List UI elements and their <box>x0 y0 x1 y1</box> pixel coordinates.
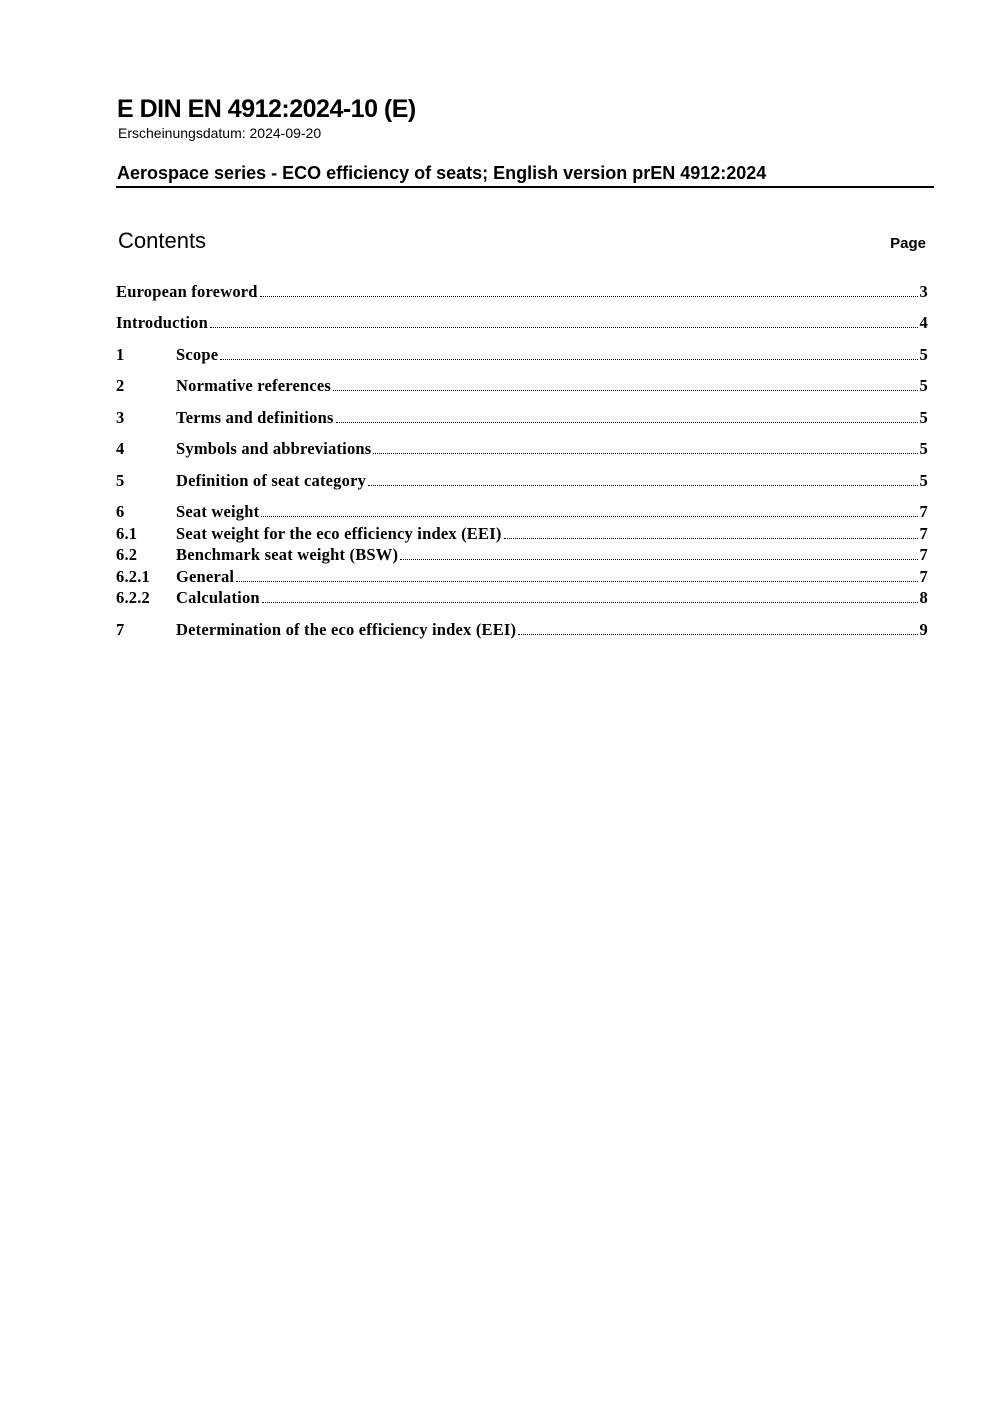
contents-heading: Contents <box>118 228 207 253</box>
toc-entry-page: 7 <box>919 545 928 564</box>
page-column-label: Page <box>890 235 926 252</box>
toc-entry[interactable] <box>116 567 928 587</box>
toc-entry-number: 6.2 <box>116 545 138 564</box>
document-id: E DIN EN 4912:2024-10 (E) <box>117 95 416 123</box>
toc-entry-page: 7 <box>919 502 928 521</box>
document-title: Aerospace series - ECO efficiency of seats; English version prEN 4912:2024 <box>117 163 767 183</box>
toc-leader-dots <box>261 516 917 517</box>
toc-entry-label: Definition of seat category <box>176 471 367 490</box>
toc-leader-dots <box>333 390 918 391</box>
toc-entry-label: Symbols and abbreviations <box>176 439 372 458</box>
toc-entry-label: Seat weight for the eco efficiency index (EEI) <box>176 524 502 543</box>
toc-entry-number: 7 <box>116 620 125 639</box>
toc-entry-page: 7 <box>919 524 928 543</box>
toc-entry-label: General <box>176 567 235 586</box>
toc-entry-label: Scope <box>176 345 219 364</box>
toc-leader-dots <box>210 327 918 328</box>
toc-entry-page: 5 <box>919 345 928 364</box>
toc-leader-dots <box>236 581 917 582</box>
toc-entry-number: 6.1 <box>116 524 138 543</box>
toc-entry[interactable] <box>116 524 928 544</box>
toc-entry[interactable] <box>116 345 928 365</box>
toc-entry-page: 9 <box>919 620 928 639</box>
toc-entry-page: 7 <box>919 567 928 586</box>
toc-entry[interactable] <box>116 620 928 640</box>
toc-entry-number: 5 <box>116 471 125 490</box>
toc-leader-dots <box>504 538 918 539</box>
toc-leader-dots <box>260 296 918 297</box>
toc-entry-number: 6 <box>116 502 125 521</box>
toc-leader-dots <box>400 559 917 560</box>
toc-entry[interactable] <box>116 408 928 428</box>
toc-entry[interactable] <box>116 471 928 491</box>
toc-entry-label: Terms and definitions <box>176 408 334 427</box>
toc-entry[interactable] <box>116 282 928 302</box>
toc-entry-label: Benchmark seat weight (BSW) <box>176 545 399 564</box>
toc-entry-page: 5 <box>919 471 928 490</box>
toc-leader-dots <box>262 602 918 603</box>
toc-entry[interactable] <box>116 588 928 608</box>
toc-entry-page: 5 <box>919 439 928 458</box>
toc-entry-number: 6.2.2 <box>116 588 150 607</box>
toc-entry[interactable] <box>116 545 928 565</box>
toc-entry-label: Seat weight <box>176 502 260 521</box>
toc-leader-dots <box>336 422 918 423</box>
toc-entry-label: Calculation <box>176 588 260 607</box>
toc-leader-dots <box>518 634 917 635</box>
toc-entry-label: Normative references <box>176 376 332 395</box>
toc-entry[interactable] <box>116 439 928 459</box>
toc-entry[interactable] <box>116 313 928 333</box>
toc-entry[interactable] <box>116 502 928 522</box>
toc-entry-number: 1 <box>116 345 125 364</box>
title-underline <box>116 186 934 188</box>
toc-entry-number: 2 <box>116 376 125 395</box>
toc-entry-page: 4 <box>919 313 928 332</box>
toc-entry-page: 5 <box>919 408 928 427</box>
toc-entry-page: 5 <box>919 376 928 395</box>
toc-entry-label: Determination of the eco efficiency index (EEI) <box>176 620 517 639</box>
toc-leader-dots <box>368 485 917 486</box>
toc-entry-number: 3 <box>116 408 125 427</box>
publication-date: Erscheinungsdatum: 2024-09-20 <box>118 125 322 141</box>
toc-entry-number: 4 <box>116 439 125 458</box>
toc-entry[interactable] <box>116 376 928 396</box>
toc-leader-dots <box>220 359 917 360</box>
toc-entry-page: 8 <box>919 588 928 607</box>
toc-entry-page: 3 <box>919 282 928 301</box>
toc-entry-number: 6.2.1 <box>116 567 150 586</box>
toc-entry-label: Introduction <box>116 313 208 332</box>
toc-entry-label: European foreword <box>116 282 258 301</box>
toc-leader-dots <box>373 453 917 454</box>
